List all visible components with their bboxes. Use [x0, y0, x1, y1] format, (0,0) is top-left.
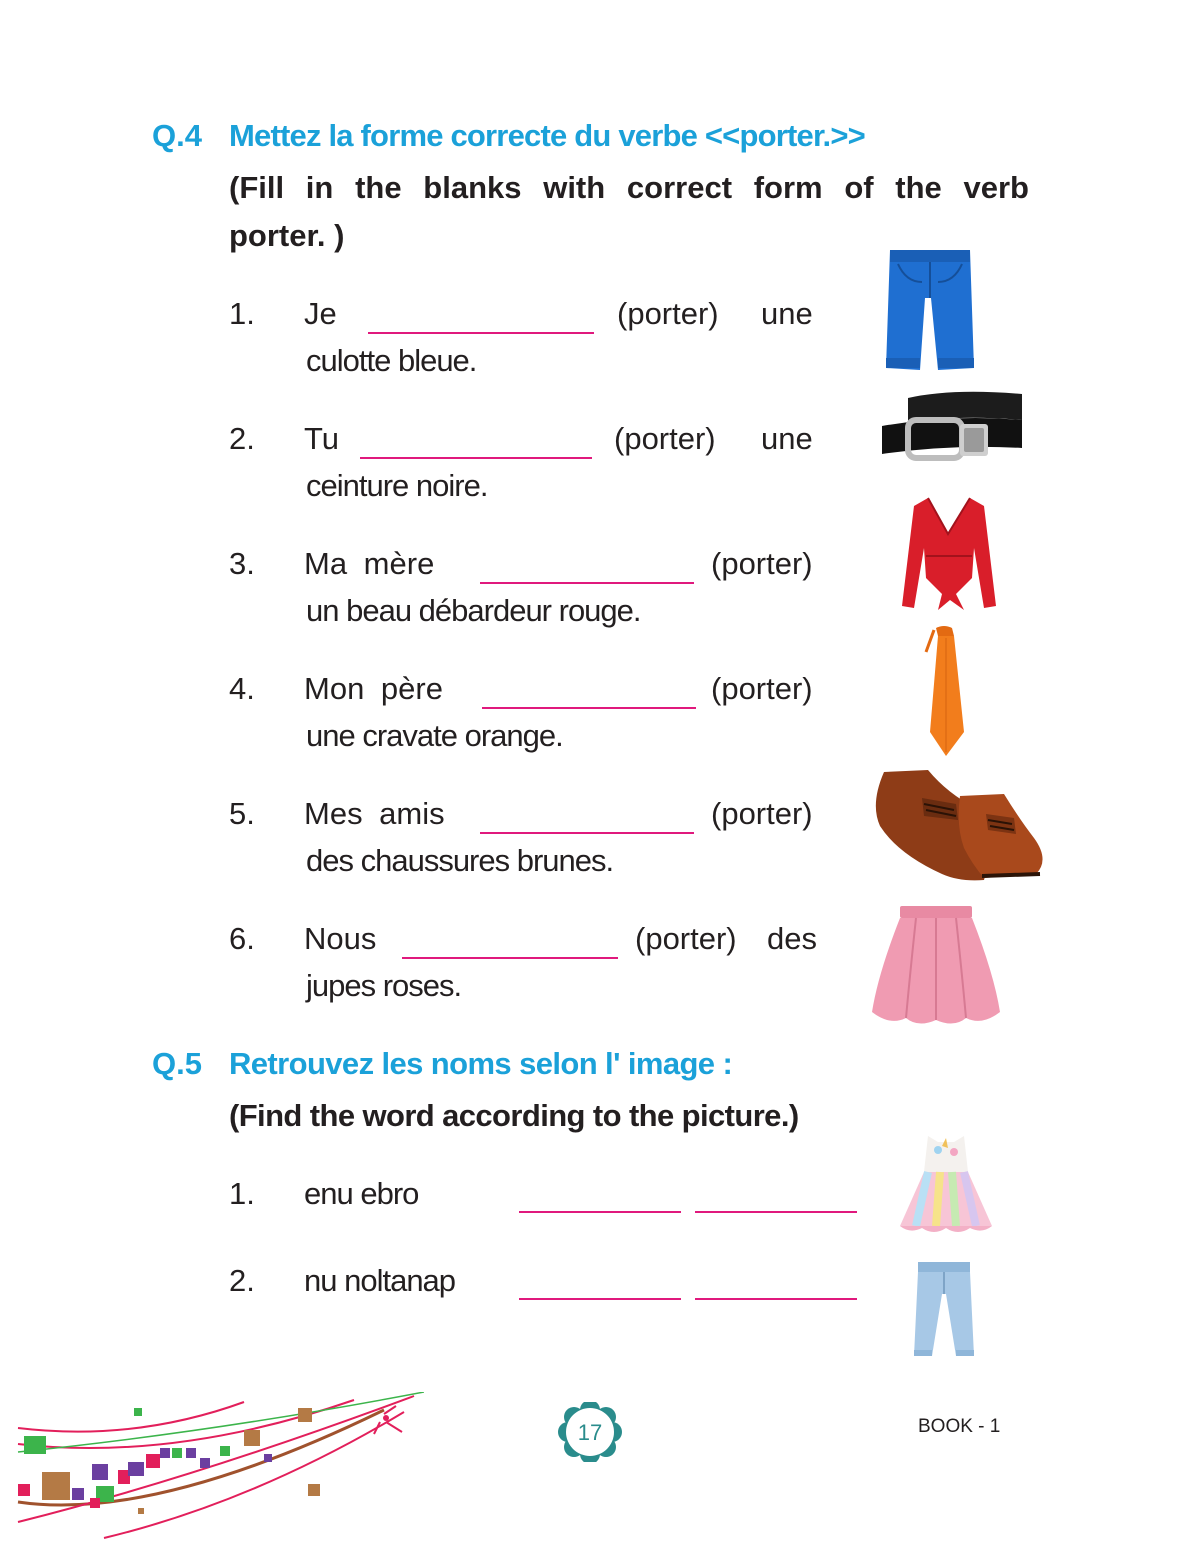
black-belt-image	[878, 390, 1026, 472]
blue-shorts-image	[884, 246, 976, 376]
q5-title: Retrouvez les noms selon l' image :	[229, 1046, 733, 1081]
book-label: BOOK - 1	[918, 1416, 1001, 1437]
q4-item-3-verb: (porter)	[711, 546, 813, 581]
red-top-image	[900, 494, 998, 614]
q4-title: Mettez la forme correcte du verbe <<porter.>>	[229, 118, 865, 153]
decorative-swirl-graphic	[14, 1392, 424, 1542]
q4-item-1-line2: culotte bleue.	[306, 343, 477, 378]
q4-item-1-tail: une	[761, 296, 813, 331]
q4-subtitle-line1: (Fill in the blanks with correct form of the verb	[229, 170, 1029, 205]
q4-item-1-subject: Je	[304, 296, 337, 331]
q4-item-2-number: 2.	[229, 421, 255, 456]
q5-item-2-number: 2.	[229, 1263, 255, 1298]
q4-item-6-blank[interactable]	[402, 957, 618, 959]
q5-item-2-blank-1[interactable]	[519, 1298, 681, 1300]
q4-item-6-line2: jupes roses.	[306, 968, 462, 1003]
q4-item-1-verb: (porter)	[617, 296, 719, 331]
q4-item-2-verb: (porter)	[614, 421, 716, 456]
q4-item-6-number: 6.	[229, 921, 255, 956]
q5-subtitle: (Find the word according to the picture.)	[229, 1098, 799, 1133]
q5-item-2-scrambled: nu noltanap	[304, 1263, 456, 1298]
q4-item-4-verb: (porter)	[711, 671, 813, 706]
q4-item-3-subject: Ma mère	[304, 546, 435, 581]
orange-tie-image	[922, 624, 968, 758]
rainbow-dress-image	[898, 1132, 994, 1236]
q4-item-4-line2: une cravate orange.	[306, 718, 563, 753]
q4-item-2-line2: ceinture noire.	[306, 468, 488, 503]
q4-item-6-verb: (porter)	[635, 921, 737, 956]
q4-item-4-subject: Mon père	[304, 671, 443, 706]
q4-item-4-number: 4.	[229, 671, 255, 706]
q4-item-4-blank[interactable]	[482, 707, 696, 709]
q5-item-1-number: 1.	[229, 1176, 255, 1211]
q4-item-2-tail: une	[761, 421, 813, 456]
q4-item-1-blank[interactable]	[368, 332, 594, 334]
q5-number: Q.5	[152, 1046, 202, 1081]
q4-item-6-tail: des	[767, 921, 817, 956]
q5-item-1-blank-1[interactable]	[519, 1211, 681, 1213]
page-number-badge	[555, 1402, 625, 1462]
q5-item-2-blank-2[interactable]	[695, 1298, 857, 1300]
q5-item-1-blank-2[interactable]	[695, 1211, 857, 1213]
q4-item-2-blank[interactable]	[360, 457, 592, 459]
pink-skirt-image	[870, 904, 1002, 1028]
light-blue-trousers-image	[908, 1260, 980, 1358]
q4-item-6-subject: Nous	[304, 921, 377, 956]
brown-shoes-image	[864, 764, 1048, 888]
q4-number: Q.4	[152, 118, 202, 153]
q4-subtitle-line2: porter. )	[229, 218, 345, 253]
page-number: 17	[577, 1420, 603, 1445]
q4-item-5-subject: Mes amis	[304, 796, 445, 831]
q4-item-5-line2: des chaussures brunes.	[306, 843, 614, 878]
q5-item-1-scrambled: enu ebro	[304, 1176, 419, 1211]
q4-item-3-blank[interactable]	[480, 582, 694, 584]
q4-item-3-number: 3.	[229, 546, 255, 581]
q4-item-1-number: 1.	[229, 296, 255, 331]
q4-item-5-blank[interactable]	[480, 832, 694, 834]
q4-item-5-verb: (porter)	[711, 796, 813, 831]
q4-item-3-line2: un beau débardeur rouge.	[306, 593, 641, 628]
q4-item-5-number: 5.	[229, 796, 255, 831]
q4-item-2-subject: Tu	[304, 421, 340, 456]
